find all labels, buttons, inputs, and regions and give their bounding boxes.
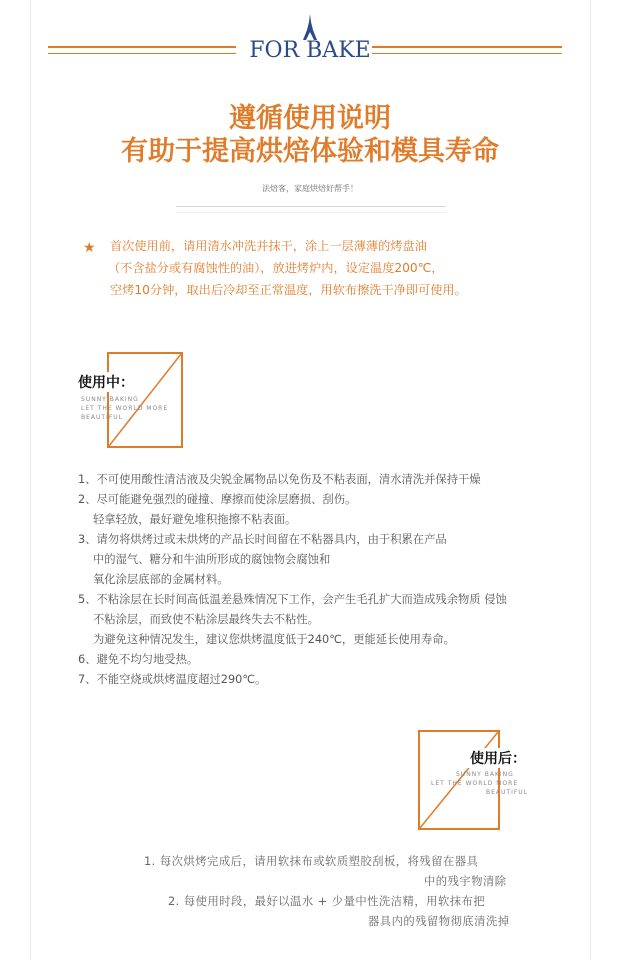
after-use-item-2: 2. 每使用时段，最好以温水 + 少量中性洗洁精，用软抹布把 (168, 895, 486, 908)
in-use-tag-line2: LET THE WORLD MORE (81, 405, 169, 412)
in-use-item-5b: 不粘涂层，而致使不粘涂层最终失去不粘性。 (93, 613, 319, 626)
first-use-line1: 首次使用前，请用清水冲洗并抹干，涂上一层薄薄的烤盘油 (110, 239, 427, 253)
in-use-item-5: 5、不粘涂层在长时间高低温差悬殊情况下工作，会产生毛孔扩大而造成残余物质 侵蚀 (78, 593, 507, 606)
in-use-tag-line3: BEAUTIFUL (81, 414, 124, 421)
after-use-tag-line1: SUNNY BAKING (456, 771, 514, 778)
in-use-item-6: 6、避免不均匀地受热。 (78, 653, 199, 666)
in-use-label: 使用中： (78, 372, 136, 392)
page-title-line1: 遵循使用说明 (229, 103, 391, 134)
in-use-item-3: 3、请勿将烘烤过或未烘烤的产品长时间留在不粘器具内，由于积累在产品 (78, 533, 447, 546)
in-use-item-3c: 氧化涂层底部的金属材料。 (93, 573, 229, 586)
in-use-item-5c: 为避免这种情况发生，建议您烘烤温度低于240℃，更能延长使用寿命。 (93, 633, 455, 646)
in-use-item-2b: 轻拿轻放，最好避免堆积拖擦不粘表面。 (93, 513, 297, 526)
after-use-item-1b: 中的残宇物清除 (424, 875, 507, 888)
subtitle-divider (176, 206, 446, 207)
after-use-tag-line2: LET THE WORLD MORE (431, 780, 519, 787)
in-use-tag-line1: SUNNY BAKING (81, 396, 139, 403)
page-title-line2: 有助于提高烘焙体验和模具寿命 (121, 136, 499, 167)
after-use-tag-line3: BEAUTIFUL (486, 789, 529, 796)
in-use-item-7: 7、不能空烧或烘烤温度超过290℃。 (78, 673, 267, 686)
page-subtitle: 法焙客，家庭烘焙好帮手！ (262, 184, 358, 193)
in-use-item-1: 1、不可使用酸性清洁液及尖锐金属物品以免伤及不粘表面，清水清洗并保持干燥 (78, 473, 481, 486)
eiffel-tower-icon (302, 14, 318, 40)
in-use-item-2: 2、尽可能避免强烈的碰撞、摩擦而使涂层磨损、刮伤。 (78, 493, 357, 506)
after-use-item-2b: 器具内的残留物彻底清洗掉 (368, 915, 510, 928)
subtitle-divider-2 (176, 212, 446, 213)
after-use-label: 使用后： (468, 748, 526, 768)
first-use-line3: 空烤10分钟，取出后冷却至正常温度，用软布擦洗干净即可使用。 (110, 283, 467, 297)
in-use-item-3b: 中的湿气、糖分和牛油所形成的腐蚀物会腐蚀和 (93, 553, 331, 566)
after-use-item-1: 1. 每次烘烤完成后，请用软抹布或软质塑胶刮板，将残留在器具 (144, 855, 479, 868)
star-icon: ★ (83, 240, 96, 256)
brand-logo: FOR BAKE (249, 38, 371, 63)
first-use-line2: （不含盐分或有腐蚀性的油），放进烤炉内，设定温度200℃， (108, 261, 444, 275)
